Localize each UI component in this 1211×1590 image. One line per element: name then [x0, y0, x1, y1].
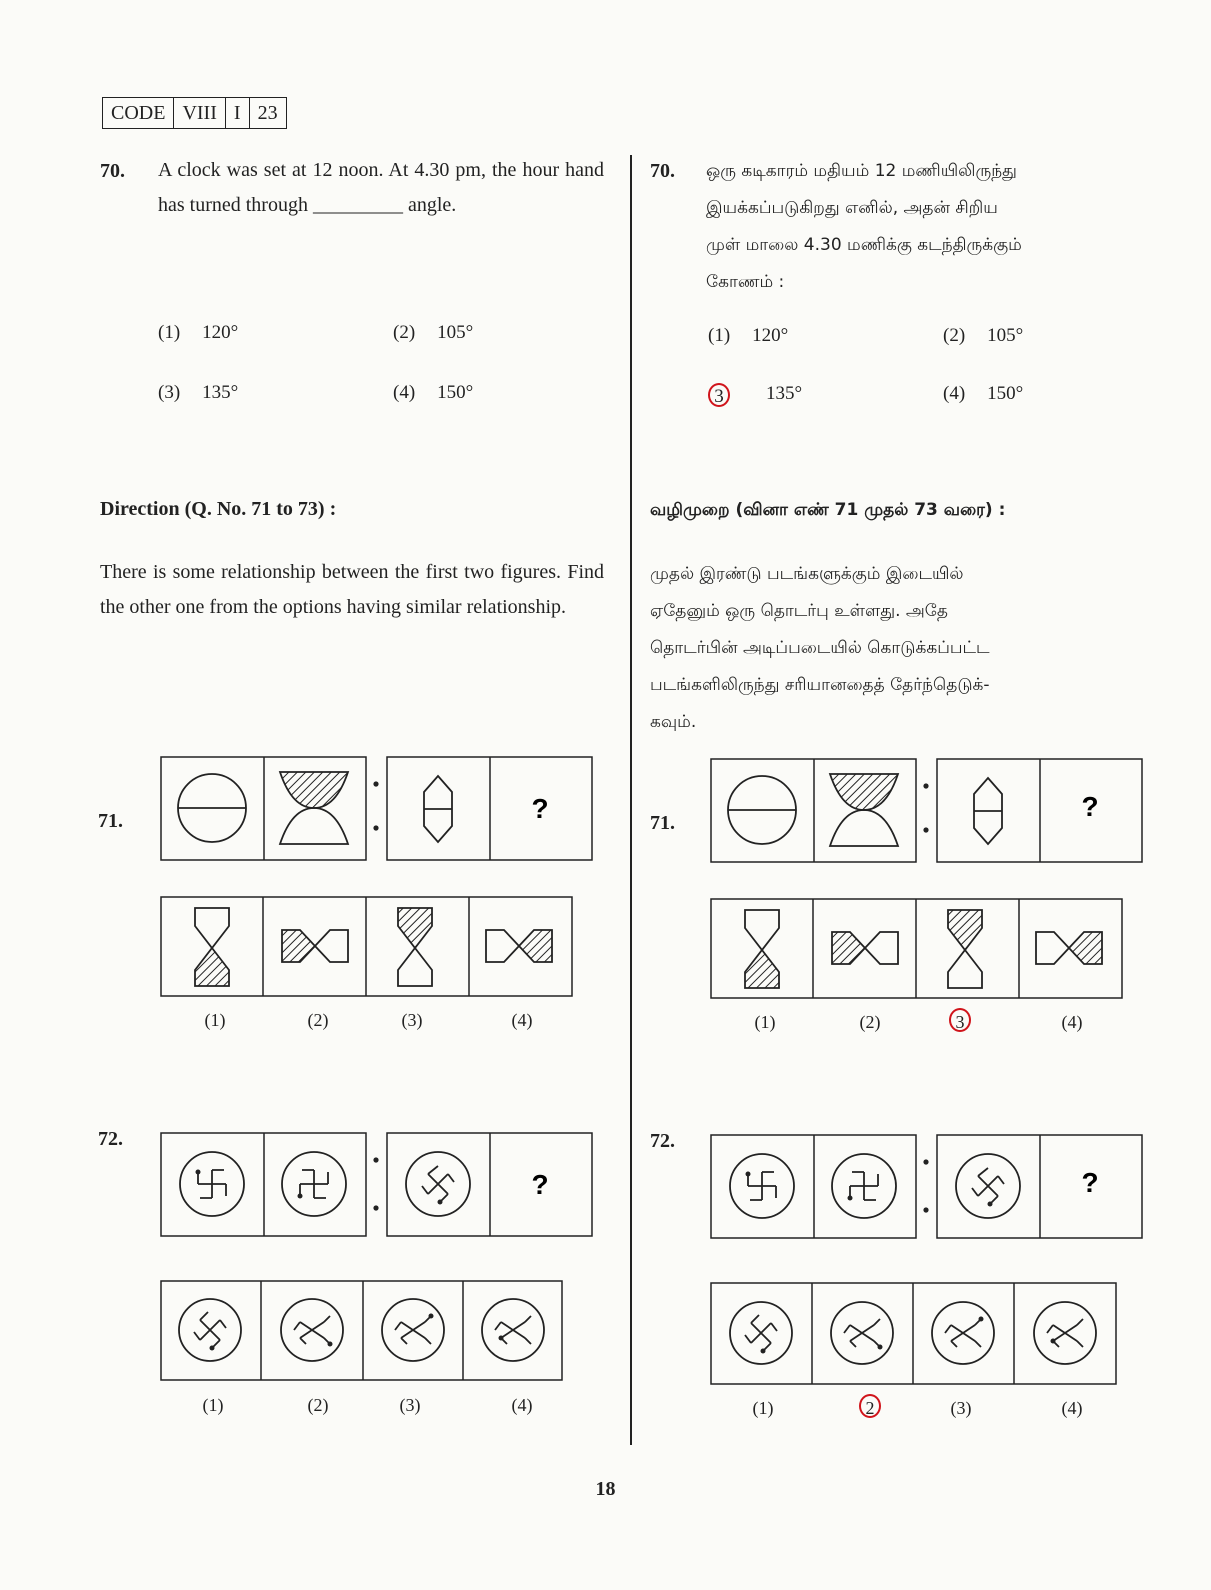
question-number: 70.	[650, 160, 675, 182]
direction-text: There is some relationship between the first two figures. Find the other one from the options having similar relationship.	[100, 561, 604, 618]
direction-text-tamil: முதல் இரண்டு படங்களுக்கும் இடையில் ஏதேனும் ஒரு தொடர்பு உள்ளது. அதே தொடர்பின் அடிப்படையில் கொடுக்கப்பட்ட படங்களிலிருந்து சரியானதைத் தேர்ந்தெடுக்- கவும்.	[650, 564, 990, 732]
code-cell: VIII	[174, 98, 225, 128]
answer-label[interactable]: (2)	[307, 1010, 329, 1030]
option-4[interactable]: (4) 150°	[943, 383, 1024, 404]
answer-label-selected[interactable]	[940, 1008, 980, 1033]
answer-label[interactable]: (2)	[859, 1012, 881, 1032]
direction-heading: வழிமுறை (வினா எண் 71 முதல் 73 வரை) :	[650, 500, 1006, 520]
answer-mark: 2	[859, 1394, 881, 1418]
q72-answer-figures	[710, 1282, 1120, 1386]
answer-label-selected[interactable]	[850, 1394, 890, 1419]
direction-heading: Direction (Q. No. 71 to 73) :	[100, 498, 337, 520]
option-2[interactable]: (2) 105°	[393, 322, 474, 343]
question-text: A clock was set at 12 noon. At 4.30 pm, the hour hand has turned through _________ angle.	[158, 159, 604, 216]
column-divider	[630, 155, 632, 1445]
option-3-selected[interactable]: 3 135°	[708, 383, 802, 407]
option-3[interactable]: (3) 135°	[158, 382, 239, 403]
question-number: 72.	[650, 1130, 675, 1152]
q71-problem-figure	[160, 756, 595, 861]
question-mark: ?	[1081, 791, 1099, 822]
answer-label[interactable]: (1)	[754, 1012, 776, 1032]
q72-problem-figure	[160, 1132, 595, 1237]
question-number: 72.	[98, 1128, 123, 1150]
answer-label[interactable]: (2)	[307, 1395, 329, 1415]
option-1[interactable]: (1) 120°	[708, 325, 789, 346]
answer-label[interactable]: (1)	[204, 1010, 226, 1030]
answer-label[interactable]: (1)	[202, 1395, 224, 1415]
code-box	[102, 97, 287, 129]
question-number: 70.	[100, 160, 125, 182]
code-cell: 23	[257, 102, 278, 124]
option-2[interactable]: (2) 105°	[943, 325, 1024, 346]
answer-label[interactable]: (4)	[511, 1010, 533, 1030]
q71-problem-figure	[710, 758, 1145, 863]
code-cell: I	[226, 98, 250, 128]
code-cell: CODE	[103, 98, 174, 128]
question-mark: ?	[531, 1169, 549, 1200]
question-text-tamil: ஒரு கடிகாரம் மதியம் 12 மணியிலிருந்து இயக்கப்படுகிறது எனில், அதன் சிறிய முள் மாலை 4.30 மணிக்கு கடந்திருக்கும் கோணம் :	[706, 161, 1022, 292]
q72-answer-figures	[160, 1280, 565, 1382]
answer-mark: 3	[949, 1008, 971, 1032]
answer-label[interactable]: (3)	[399, 1395, 421, 1415]
option-4[interactable]: (4) 150°	[393, 382, 474, 403]
answer-label[interactable]: (4)	[1061, 1398, 1083, 1418]
question-number: 71.	[650, 812, 675, 834]
option-1[interactable]: (1) 120°	[158, 322, 239, 343]
q71-answer-figures	[710, 898, 1125, 1000]
answer-label[interactable]: (4)	[1061, 1012, 1083, 1032]
q72-problem-figure	[710, 1134, 1145, 1239]
answer-label[interactable]: (3)	[950, 1398, 972, 1418]
question-number: 71.	[98, 810, 123, 832]
answer-label[interactable]: (1)	[752, 1398, 774, 1418]
q71-answer-figures	[160, 896, 575, 998]
answer-label[interactable]: (3)	[401, 1010, 423, 1030]
page-number: 18	[595, 1478, 616, 1500]
question-mark: ?	[1081, 1167, 1099, 1198]
question-mark: ?	[531, 793, 549, 824]
answer-mark: 3	[708, 383, 730, 407]
answer-label[interactable]: (4)	[511, 1395, 533, 1415]
